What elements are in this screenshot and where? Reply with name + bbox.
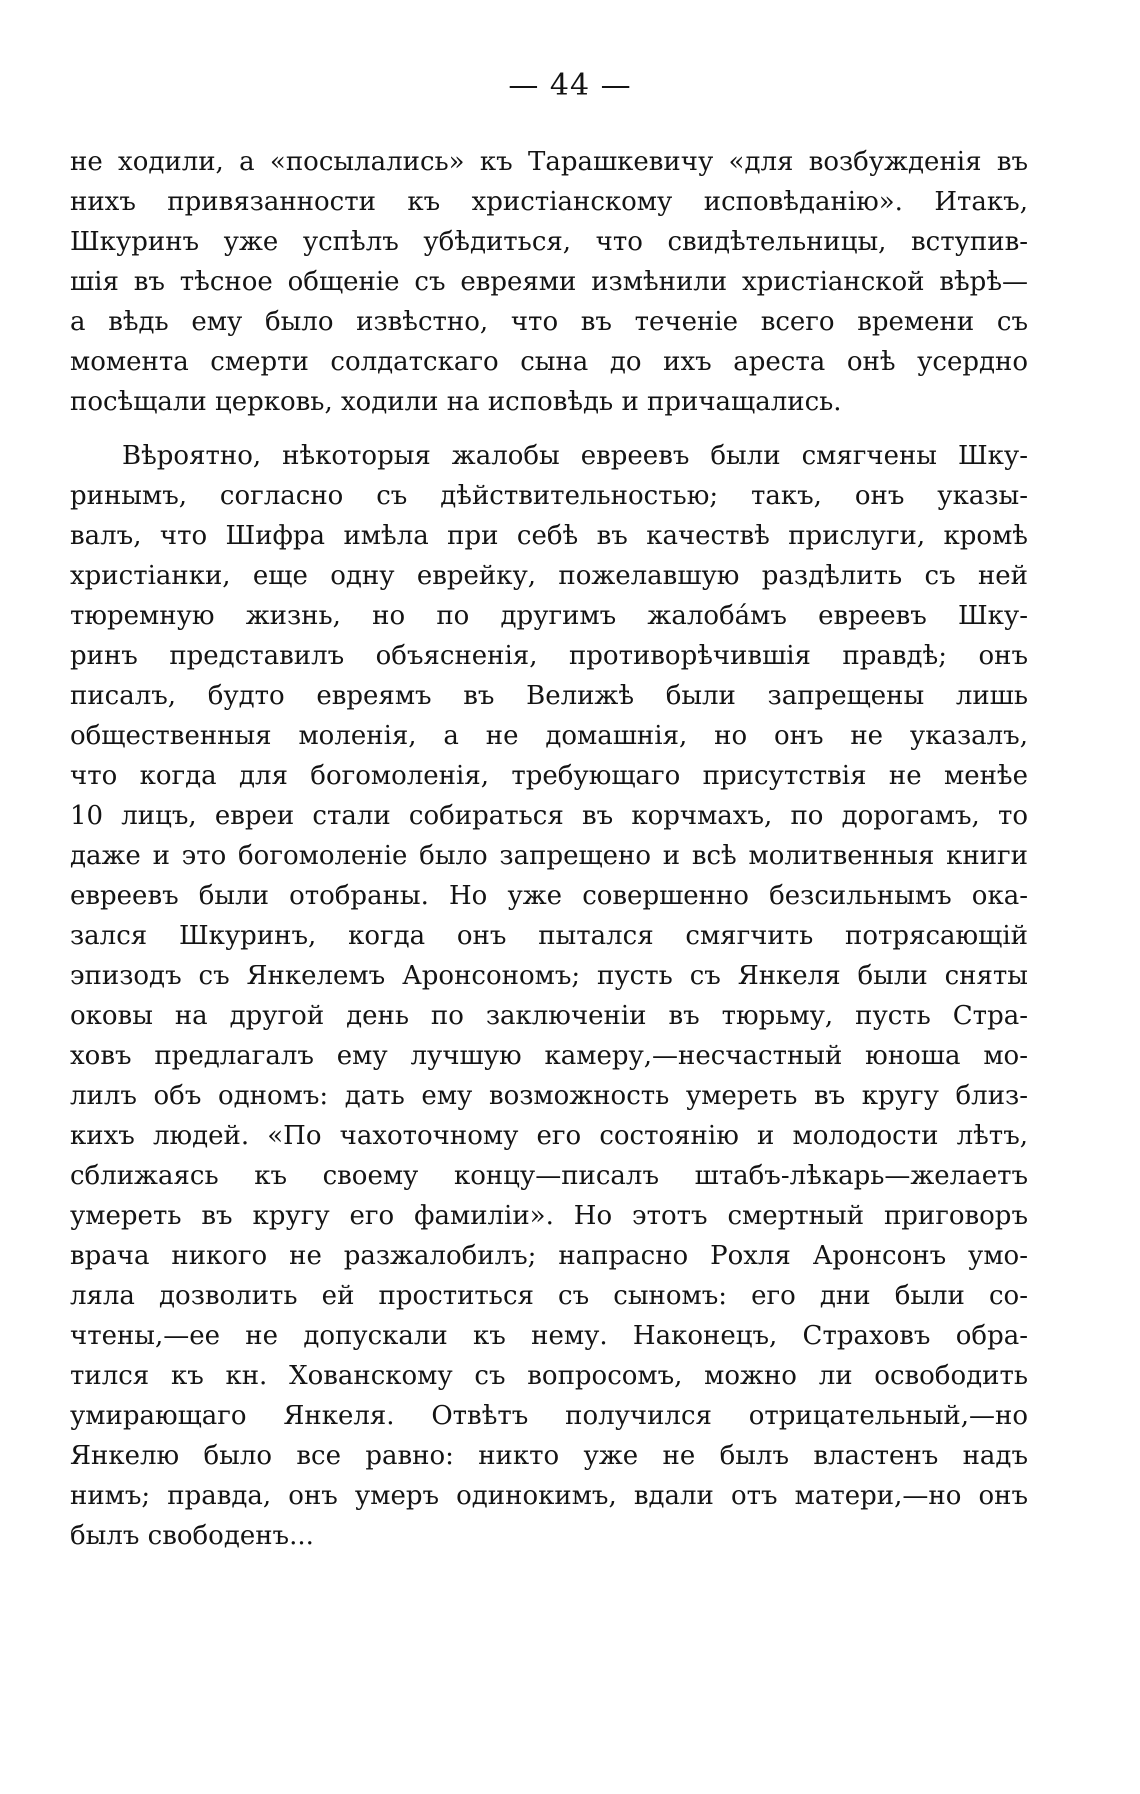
text-line: христіанки, еще одну еврейку, пожелавшую раздѣлить съ ней — [70, 561, 1028, 591]
text-line: былъ свободенъ... — [70, 1521, 314, 1551]
text-line: лилъ объ одномъ: дать ему возможность умереть въ кругу близ- — [70, 1081, 1028, 1111]
text-line: ляла дозволить ей проститься съ сыномъ: его дни были со- — [70, 1281, 1028, 1311]
text-line: нихъ привязанности къ христіанскому исповѣданію». Итакъ, — [70, 187, 1028, 217]
paragraph-gap — [70, 422, 1028, 436]
text-line: умереть въ кругу его фамиліи». Но этотъ смертный приговоръ — [70, 1201, 1028, 1231]
text-line: тился къ кн. Хованскому съ вопросомъ, можно ли освободить — [70, 1361, 1028, 1391]
text-line: евреевъ были отобраны. Но уже совершенно безсильнымъ ока- — [70, 881, 1028, 911]
text-line: эпизодъ съ Янкелемъ Аронсономъ; пусть съ Янкеля были сняты — [70, 961, 1028, 991]
body-text — [70, 142, 1028, 1556]
text-line: Шкуринъ уже успѣлъ убѣдиться, что свидѣтельницы, вступив- — [70, 227, 1028, 257]
text-line: ринъ представилъ объясненія, противорѣчившія правдѣ; онъ — [70, 641, 1028, 671]
text-line: оковы на другой день по заключеніи въ тюрьму, пусть Стра- — [70, 1001, 1028, 1031]
text-line: посѣщали церковь, ходили на исповѣдь и причащались. — [70, 387, 842, 417]
text-line: ховъ предлагалъ ему лучшую камеру,—несчастный юноша мо- — [70, 1041, 1028, 1071]
page-number: — 44 — — [508, 68, 632, 103]
text-line: врача никого не разжалобилъ; напрасно Рохля Аронсонъ умо- — [70, 1241, 1028, 1271]
text-line: момента смерти солдатскаго сына до ихъ ареста онѣ усердно — [70, 347, 1028, 377]
text-line: писалъ, будто евреямъ въ Велижѣ были запрещены лишь — [70, 681, 1028, 711]
text-line: зался Шкуринъ, когда онъ пытался смягчить потрясающій — [70, 921, 1028, 951]
text-line: нимъ; правда, онъ умеръ одинокимъ, вдали отъ матери,—но онъ — [70, 1481, 1028, 1511]
text-line: что когда для богомоленія, требующаго присутствія не менѣе — [70, 761, 1028, 791]
text-line: Янкелю было все равно: никто уже не былъ властенъ надъ — [70, 1441, 1028, 1471]
text-line: 10 лицъ, евреи стали собираться въ корчмахъ, по дорогамъ, то — [70, 801, 1028, 831]
paragraph-2 — [70, 436, 1028, 1556]
text-line: шія въ тѣсное общеніе съ евреями измѣнили христіанской вѣрѣ— — [70, 267, 1028, 297]
text-line: умирающаго Янкеля. Отвѣтъ получился отрицательный,—но — [70, 1401, 1028, 1431]
text-line: тюремную жизнь, но по другимъ жалобáмъ евреевъ Шку- — [70, 601, 1028, 631]
text-line: сближаясь къ своему концу—писалъ штабъ-лѣкарь—желаетъ — [70, 1161, 1028, 1191]
text-line: а вѣдь ему было извѣстно, что въ теченіе всего времени съ — [70, 307, 1028, 337]
paragraph-1 — [70, 142, 1028, 422]
text-line: не ходили, а «посылались» къ Тарашкевичу «для возбужденія въ — [70, 147, 1028, 177]
text-line: кихъ людей. «По чахоточному его состоянію и молодости лѣтъ, — [70, 1121, 1028, 1151]
text-line: даже и это богомоленіе было запрещено и всѣ молитвенныя книги — [70, 841, 1028, 871]
text-line: общественныя моленія, а не домашнія, но онъ не указалъ, — [70, 721, 1028, 751]
text-line: чтены,—ее не допускали къ нему. Наконецъ, Страховъ обра- — [70, 1321, 1028, 1351]
text-line: Вѣроятно, нѣкоторыя жалобы евреевъ были смягчены Шку- — [122, 441, 1028, 471]
text-line: валъ, что Шифра имѣла при себѣ въ качествѣ прислуги, кромѣ — [70, 521, 1028, 551]
text-line: ринымъ, согласно съ дѣйствительностью; такъ, онъ указы- — [70, 481, 1028, 511]
